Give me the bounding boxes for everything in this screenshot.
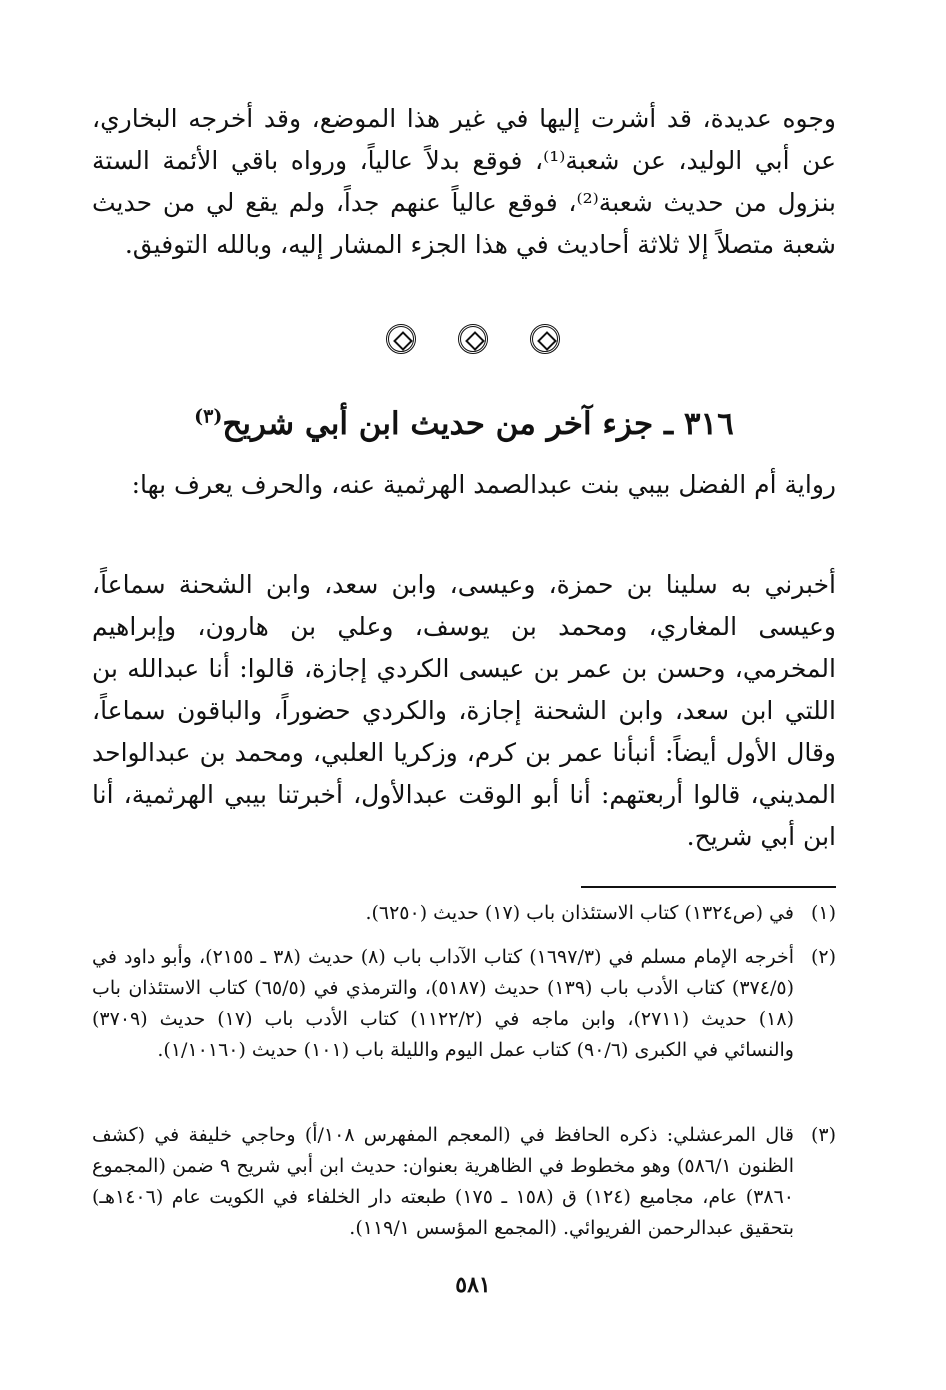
footnote-separator [581, 886, 836, 888]
section-divider-ornaments [0, 324, 946, 362]
body-paragraph-1: وجوه عديدة، قد أشرت إليها في غير هذا الموضع، وقد أخرجه البخاري، عن أبي الوليد، عن شعبة⁽¹⁾، فوقع بدلاً عالياً، ورواه باقي الأئمة الستة بنزول من حديث شعبة⁽²⁾، فوقع عالياً عنهم جداً، ولم يقع لي من حديث شعبة متصلاً إلا ثلاثة أحاديث في هذا الجزء المشار إليه، وبالله التوفيق. [92, 104, 836, 259]
footnote-2 [92, 942, 836, 1066]
footnote-text: قال المرعشلي: ذكره الحافظ في (المعجم المفهرس ١٠٨/أ) وحاجي خليفة في (كشف الظنون ٥٨٦/١) وهو مخطوط في الظاهرية بعنوان: حديث ابن أبي شريح ٩ ضمن (المجموع ٣٨٦٠) عام، مجاميع (١٢٤) ق (١٥٨ ـ ١٧٥) طبعته دار الخلفاء في الكويت عام (١٤٠٦هـ) بتحقيق عبدالرحمن الفريوائي. (المجمع المؤسس ١١٩/١). [92, 1124, 795, 1239]
footnote-text: في (ص١٣٢٤) كتاب الاستئذان باب (١٧) حديث (٦٢٥٠). [365, 902, 794, 924]
section-heading [92, 400, 836, 448]
ornament-icon [458, 324, 488, 354]
footnote-text: أخرجه الإمام مسلم في (١٦٩٧/٣) كتاب الآداب باب (٨) حديث (٣٨ ـ ٢١٥٥)، وأبو داود في (٣٧٤/٥) كتاب الأدب باب (١٣٩) حديث (٥١٨٧)، والترمذي في (٦٥/٥) كتاب الاستئذان باب (١٨) حديث (٢٧١١)، وابن ماجه في (١١٢٢/٢) كتاب الأدب باب (١٧) حديث (٣٧٠٩) والنسائي في الكبرى (٩٠/٦) كتاب عمل اليوم والليلة باب (١٠١) حديث (١/١٠١٦٠). [92, 946, 794, 1061]
footnote-3 [92, 1120, 836, 1244]
ornament-icon [386, 324, 416, 354]
footnote-number: (٢) [810, 946, 836, 968]
body-paragraph-3: أخبرني به سلينا بن حمزة، وعيسى، وابن سعد، وابن الشحنة سماعاً، وعيسى المغاري، ومحمد بن يوسف، وعلي بن هارون، وإبراهيم المخرمي، وحسن بن عمر بن عيسى الكردي إجازة، قالوا: أنا عبدالله بن اللتي ابن سعد، وابن الشحنة إجازة، والكردي حضوراً، والباقون سماعاً، وقال الأول أيضاً: أنبأنا عمر بن كرم، وزكريا العلبي، ومحمد بن عبدالواحد المديني، قالوا أربعتهم: أنا أبو الوقت عبدالأول، أخبرتنا بيبي الهرثمية، أنا ابن أبي شريح. [92, 570, 836, 851]
heading-footnote-ref: (٣) [194, 405, 223, 428]
body-paragraph-2: رواية أم الفضل بيبي بنت عبدالصمد الهرثمية عنه، والحرف يعرف بها: [131, 470, 836, 499]
footnote-number: (١) [810, 902, 836, 924]
section-heading-text: ٣١٦ ـ جزء آخر من حديث ابن أبي شريح [222, 406, 734, 442]
ornament-icon [530, 324, 560, 354]
page-number: ٥٨١ [455, 1272, 491, 1298]
footnote-number: (٣) [810, 1124, 836, 1146]
footnote-1 [92, 898, 836, 929]
